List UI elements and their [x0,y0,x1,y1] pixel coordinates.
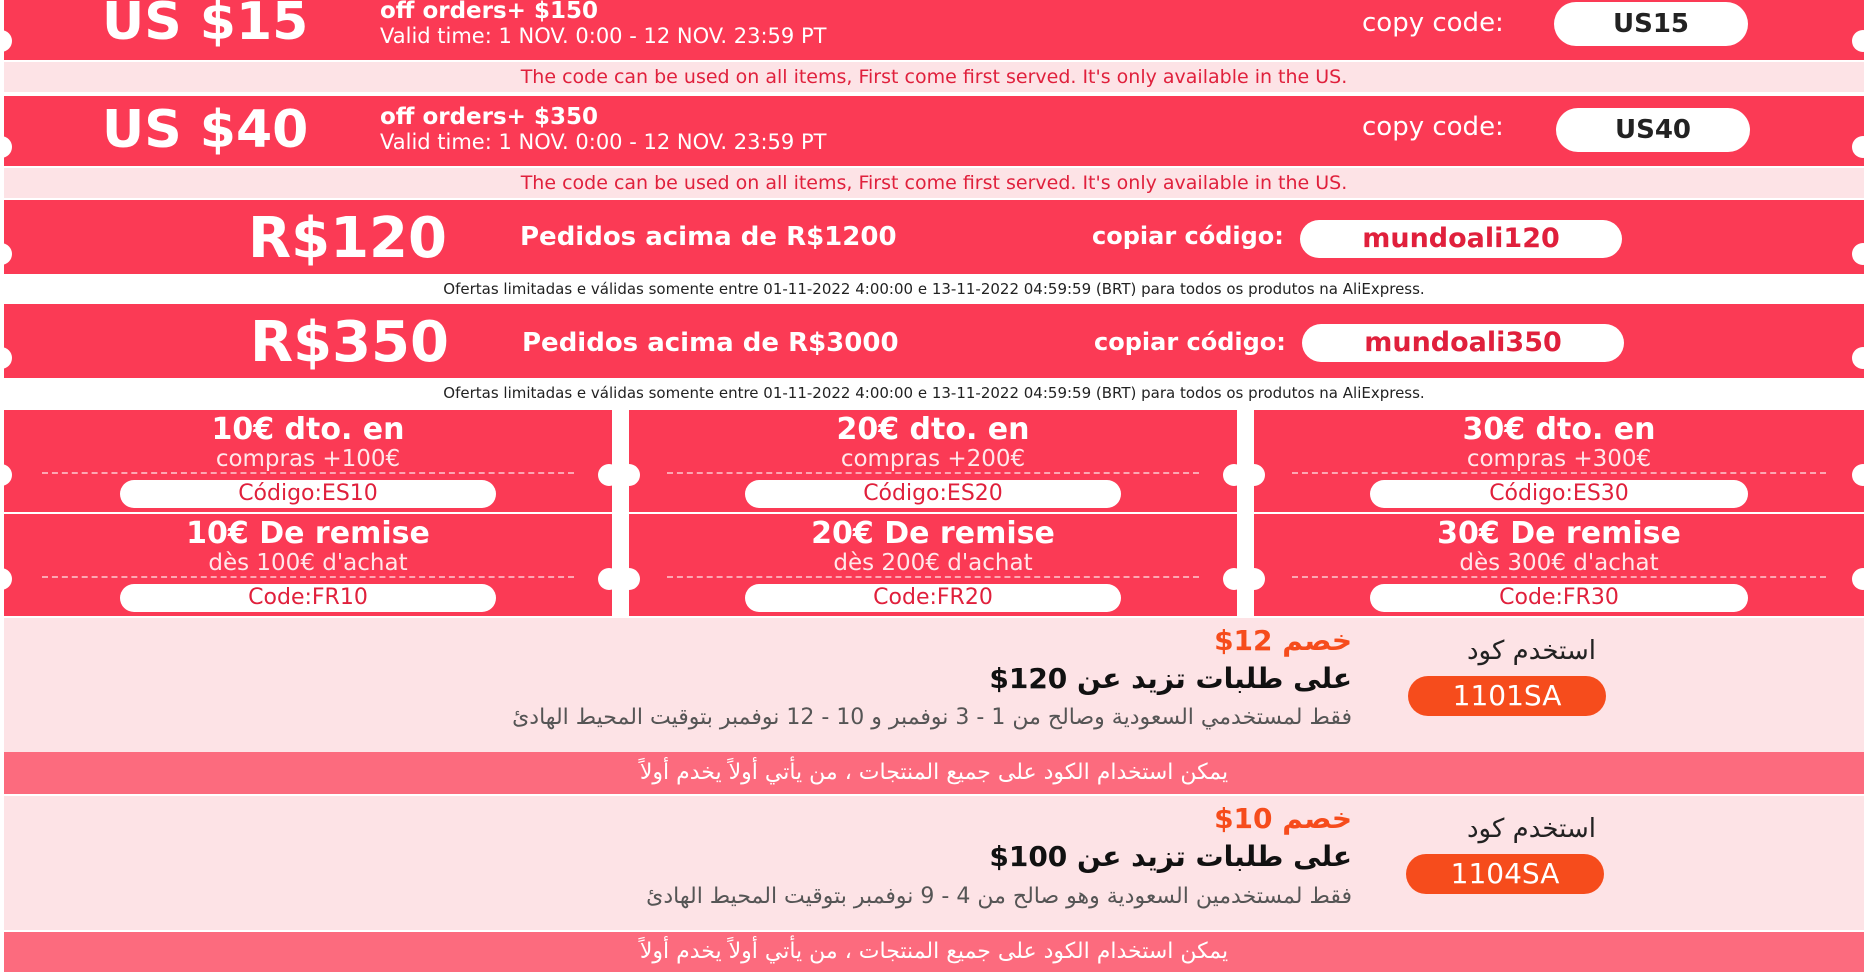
coupon-validity: فقط لمستخدمين السعودية وهو صالح من 4 - 9 نوفمبر بتوقيت المحيط الهادئ [646,884,1352,909]
br-coupon-350 [4,304,1864,378]
coupon-code[interactable]: Code:FR30 [1370,584,1748,612]
coupon-code-button[interactable] [1556,108,1750,152]
es-coupon-20 [629,410,1237,512]
coupon-min-order: compras +300€ [1466,446,1652,472]
us-coupon-40 [4,96,1864,166]
discount-word: خصم [1282,802,1352,835]
coupon-min-order: off orders+ $150 [380,0,598,24]
coupon-note: يمكن استخدام الكود على جميع المنتجات ، من يأتي أولاً يخدم أولاً [4,932,1864,972]
coupon-amount: US $15 [102,0,309,52]
coupon-title: 30€ De remise [1437,516,1681,551]
coupon-note: Ofertas limitadas e válidas somente entre 01-11-2022 4:00:00 e 13-11-2022 04:59:59 (BRT) para todos os produtos na AliExpress. [4,380,1864,406]
coupon-code-button[interactable] [1408,676,1606,716]
es-coupon-10 [4,410,612,512]
discount-word: خصم [1282,624,1352,657]
coupon-title: 20€ De remise [811,516,1055,551]
coupon-code[interactable]: Código:ES20 [745,480,1121,508]
coupon-valid-time: Valid time: 1 NOV. 0:00 - 12 NOV. 23:59 PT [380,24,827,48]
coupon-code[interactable]: Code:FR20 [745,584,1121,612]
es-coupon-30 [1254,410,1864,512]
coupon-discount [1214,802,1352,835]
coupon-title: 10€ De remise [186,516,430,551]
coupon-min-order: dès 200€ d'achat [833,550,1033,576]
us-coupon-15 [4,0,1864,60]
coupon-code: mundoali120 [1362,223,1560,254]
fr-coupon-30 [1254,514,1864,616]
coupon-min-order: dès 300€ d'achat [1459,550,1659,576]
coupon-title: 10€ dto. en [211,412,405,447]
coupon-code: US15 [1612,9,1690,39]
coupon-code: 1101SA [1452,679,1562,712]
copy-code-label: copiar código: [1092,222,1284,250]
discount-value: 10$ [1214,802,1273,835]
use-code-label: استخدم كود [1466,636,1596,666]
fr-coupon-20 [629,514,1237,616]
coupon-code[interactable]: Code:FR10 [120,584,496,612]
coupon-min-order: compras +200€ [840,446,1026,472]
coupon-min-order: dès 100€ d'achat [208,550,408,576]
coupon-code-button[interactable] [1300,220,1622,258]
coupon-min-order: على طلبات تزيد عن 100$ [989,840,1352,873]
copy-code-label: copy code: [1362,8,1504,38]
coupon-min-order: compras +100€ [215,446,401,472]
coupon-validity: فقط لمستخدمي السعودية وصالح من 1 - 3 نوفمبر و 10 - 12 نوفمبر بتوقيت المحيط الهادئ [512,705,1352,730]
coupon-min-order: Pedidos acima de R$1200 [520,222,897,252]
coupon-code-button[interactable] [1302,324,1624,362]
coupon-note: The code can be used on all items, First come first served. It's only available in the US. [4,168,1864,198]
copy-code-label: copy code: [1362,112,1504,142]
coupon-amount: R$350 [250,310,449,375]
coupon-code: 1104SA [1450,857,1560,890]
use-code-label: استخدم كود [1466,814,1596,844]
coupon-min-order: على طلبات تزيد عن 120$ [989,662,1352,695]
coupon-note: The code can be used on all items, First come first served. It's only available in the US. [4,62,1864,92]
discount-value: 12$ [1214,624,1273,657]
coupon-title: 20€ dto. en [836,412,1030,447]
coupon-code-button[interactable] [1406,854,1604,894]
coupon-amount: R$120 [248,206,447,271]
coupon-title: 30€ dto. en [1462,412,1656,447]
coupon-note: يمكن استخدام الكود على جميع المنتجات ، من يأتي أولاً يخدم أولاً [4,752,1864,794]
coupon-code[interactable]: Código:ES10 [120,480,496,508]
coupon-code: mundoali350 [1364,327,1562,358]
coupon-note: Ofertas limitadas e válidas somente entre 01-11-2022 4:00:00 e 13-11-2022 04:59:59 (BRT) para todos os produtos na AliExpress. [4,276,1864,302]
copy-code-label: copiar código: [1094,328,1286,356]
coupon-valid-time: Valid time: 1 NOV. 0:00 - 12 NOV. 23:59 PT [380,130,827,154]
coupon-code: US40 [1614,115,1692,145]
coupon-amount: US $40 [102,100,309,160]
coupon-code[interactable]: Código:ES30 [1370,480,1748,508]
coupon-discount [1214,624,1352,657]
br-coupon-120 [4,200,1864,274]
coupon-min-order: Pedidos acima de R$3000 [522,328,899,358]
fr-coupon-10 [4,514,612,616]
coupon-min-order: off orders+ $350 [380,104,598,130]
coupon-code-button[interactable] [1554,2,1748,46]
